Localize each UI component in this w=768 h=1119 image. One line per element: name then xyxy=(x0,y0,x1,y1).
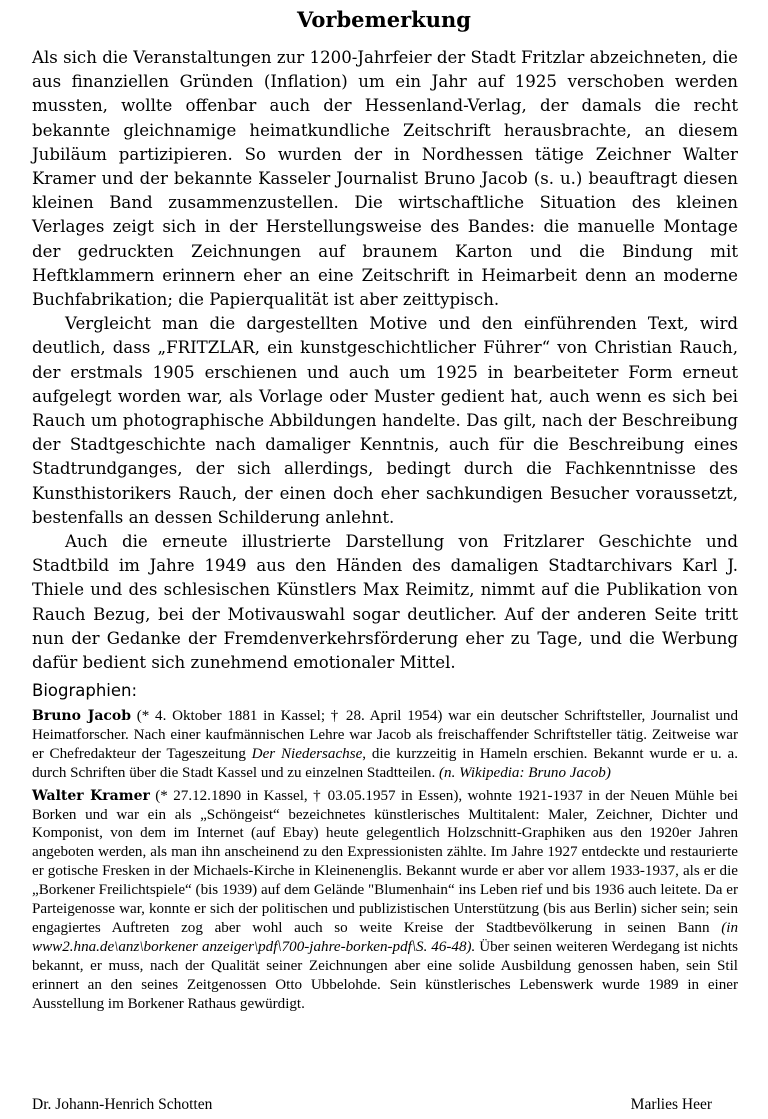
bio-text: (* 4. Oktober 1881 in Kassel; † 28. April 1954) war ein deutscher Schriftsteller, Journalist und Heimatforscher. Nach einer kaufmännischen Lehre war Jacob als freischaffender Schriftsteller tätig. Zeitweise war er Chefredakteur der Tageszeitung xyxy=(32,708,739,762)
signature-right: Marlies Heer xyxy=(630,1096,712,1113)
main-text xyxy=(32,46,738,675)
bio-source: (n. Wikipedia: Bruno Jacob) xyxy=(439,764,611,781)
bio-name: Bruno Jacob xyxy=(32,708,132,724)
bio-bruno-jacob xyxy=(32,707,738,783)
bio-name: Walter Kramer xyxy=(32,787,150,804)
page-title: Vorbemerkung xyxy=(297,7,471,32)
bio-source: (in www2.hna.de\anz\borkener anzeiger\pdf\700-jahre-borken-pdf\S. 46-48). xyxy=(32,919,738,955)
biographies xyxy=(32,707,738,1018)
paragraph: Als sich die Veranstaltungen zur 1200-Jahrfeier der Stadt Fritzlar abzeichneten, die aus finanziellen Gründen (Inflation) um ein Jahr auf 1925 verschoben werden mussten, wollte offenbar auch der Hessenland-Verlag, der damals die recht bekannte gleichnamige heimatkundliche Zeitschrift herausbrachte, an diesem Jubiläum partizipieren. So wurden der in Nordhessen tätige Zeichner Walter Kramer und der bekannte Kasseler Journalist Bruno Jacob (s. u.) beauftragt diesen kleinen Band zusammenzustellen. Die wirtschaftliche Situation des kleinen Verlages zeigt sich in der Herstellungsweise des Bandes: die manuelle Montage der gedruckten Zeichnungen auf braunem Karton und die Bindung mit Heftklammern erinnern eher an eine Zeitschrift in Heimarbeit denn an moderne Buchfabrikation; die Papierqualität ist aber zeittypisch. xyxy=(32,48,738,310)
biographies-heading: Biographien: xyxy=(32,681,138,700)
signature-left: Dr. Johann-Henrich Schotten xyxy=(32,1096,213,1113)
bio-italic-text: Der Niedersachse xyxy=(251,745,363,762)
bio-text: Über seinen weiteren Werdegang ist nichts bekannt, er muss, nach der Qualität seiner Zeichnungen aber eine solide Ausbildung genossen haben, sein Stil erinnert an den seines Zeitgenossen Otto Ubbelohde. Sein künstlerisches Lebenswerk wurde 1989 in einer Ausstellung im Borkener Rathaus gewürdigt. xyxy=(32,938,738,1012)
bio-text: (* 27.12.1890 in Kassel, † 03.05.1957 in Essen), wohnte 1921-1937 in der Neuen Mühle bei Borken und war ein als „Schöngeist“ bezeichnetes künstlerisches Multitalent: Maler, Zeichner, Dichter und Komponist, von dem im Internet (auf Ebay) heute gelegentlich Holzschnitt-Graphiken aus den 1920er Jahren angeboten werden, als man ihn anscheinend zu den Expressionisten zählte. Im Jahre 1927 entdeckte und restaurierte er gotische Fresken in der Michaels-Kirche in Kleinenenglis. Bekannt wurde er aber vor allem 1933-1937, als er die „Borkener Freilichtspiele“ (bis 1939) auf dem Gelände "Blumenhain“ ins Leben rief und bis 1936 auch leitete. Da er Parteigenosse war, konnte er sich der politischen und publizistischen Unterstützung (bis aus Berlin) sicher sein; sein engagiertes Auftreten zog aber wohl auch so weite Kreise der Stadtbevölkerung in seinen Bann xyxy=(32,787,738,936)
paragraph: Auch die erneute illustrierte Darstellung von Fritzlarer Geschichte und Stadtbild im Jahre 1949 aus den Händen des damaligen Stadtarchivars Karl J. Thiele und des schlesischen Künstlers Max Reimitz, nimmt auf die Publikation von Rauch Bezug, bei der Motivauswahl sogar deutlicher. Auf der anderen Seite tritt nun der Gedanke der Fremdenverkehrsförderung eher zu Tage, und die Werbung dafür bedient sich zunehmend emotionaler Mittel. xyxy=(32,532,738,673)
paragraph: Vergleicht man die dargestellten Motive und den einführenden Text, wird deutlich, dass „FRITZLAR, ein kunstgeschichtlicher Führer“ von Christian Rauch, der erstmals 1905 erschienen und auch um 1925 in bearbeiteter Form erneut aufgelegt worden war, als Vorlage oder Muster gedient hat, auch wenn es sich bei Rauch um photographische Abbildungen handelte. Das gilt, nach der Beschreibung der Stadtgeschichte nach damaliger Kenntnis, auch für die Beschreibung eines Stadtrundganges, der sich allerdings, bedingt durch die Fachkenntnisse des Kunsthistorikers Rauch, der einen doch eher sachkundigen Besucher voraussetzt, bestenfalls an dessen Schilderung anlehnt. xyxy=(32,314,738,527)
bio-walter-kramer xyxy=(32,787,738,1014)
bio-text: , die kurzzeitig in Hameln erschien. Bekannt wurde er u. a. durch Schriften über die Stadt Kassel und zu einzelnen Stadtteilen. xyxy=(32,745,738,781)
